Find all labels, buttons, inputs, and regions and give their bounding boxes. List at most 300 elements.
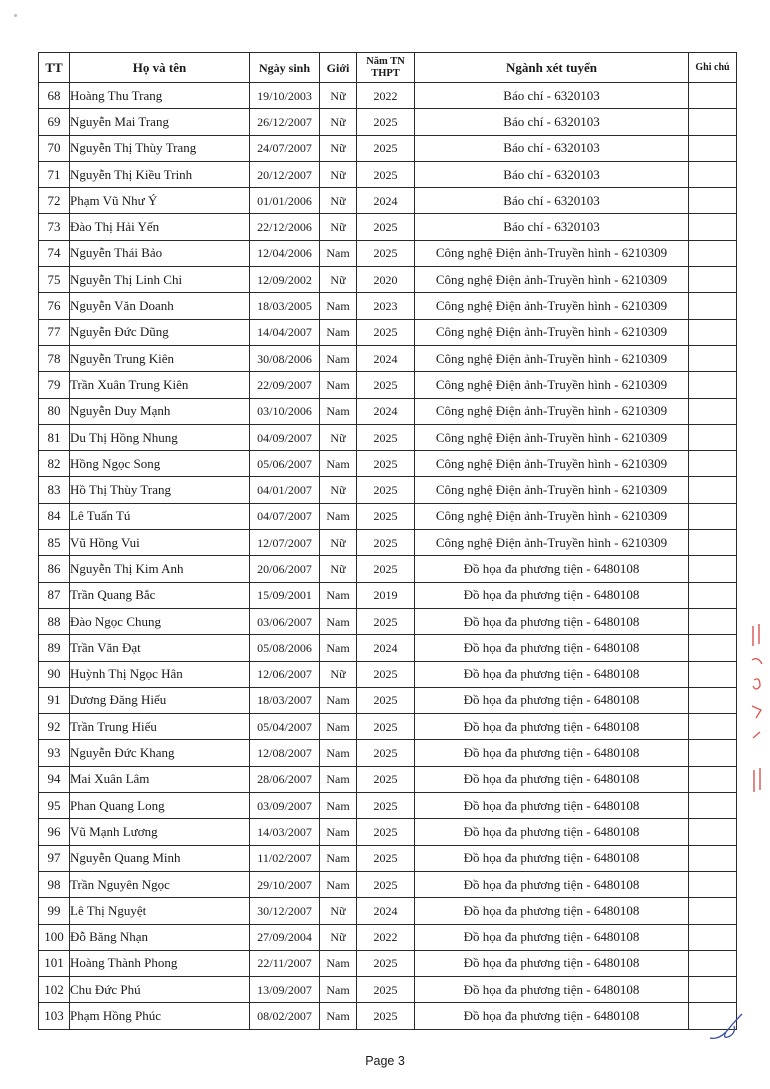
major-cell: Công nghệ Điện ảnh-Truyền hình - 6210309	[415, 372, 689, 398]
student-name-cell: Hoàng Thu Trang	[70, 83, 250, 109]
gender-cell: Nam	[320, 714, 357, 740]
note-cell	[689, 924, 737, 950]
gender-cell: Nữ	[320, 424, 357, 450]
date-of-birth-cell: 20/06/2007	[250, 556, 320, 582]
student-name-cell: Nguyễn Đức Khang	[70, 740, 250, 766]
student-name-cell: Du Thị Hồng Nhung	[70, 424, 250, 450]
graduation-year-cell: 2025	[357, 793, 415, 819]
student-name-cell: Trần Xuân Trung Kiên	[70, 372, 250, 398]
table-row	[39, 398, 737, 424]
row-number-cell: 90	[39, 661, 70, 687]
date-of-birth-cell: 05/06/2007	[250, 451, 320, 477]
row-number-cell: 87	[39, 582, 70, 608]
row-number-cell: 99	[39, 898, 70, 924]
gender-cell: Nữ	[320, 83, 357, 109]
scan-speck	[14, 14, 17, 17]
date-of-birth-cell: 29/10/2007	[250, 871, 320, 897]
table-row	[39, 819, 737, 845]
table-row	[39, 661, 737, 687]
gender-cell: Nữ	[320, 924, 357, 950]
student-name-cell: Lê Thị Nguyệt	[70, 898, 250, 924]
row-number-cell: 84	[39, 503, 70, 529]
note-cell	[689, 240, 737, 266]
major-cell: Báo chí - 6320103	[415, 135, 689, 161]
row-number-cell: 80	[39, 398, 70, 424]
date-of-birth-cell: 12/04/2006	[250, 240, 320, 266]
graduation-year-cell: 2025	[357, 740, 415, 766]
row-number-cell: 94	[39, 766, 70, 792]
graduation-year-cell: 2025	[357, 871, 415, 897]
table-row	[39, 898, 737, 924]
graduation-year-cell: 2025	[357, 687, 415, 713]
gender-cell: Nam	[320, 1003, 357, 1029]
table-row	[39, 319, 737, 345]
graduation-year-cell: 2024	[357, 188, 415, 214]
note-cell	[689, 319, 737, 345]
date-of-birth-cell: 26/12/2007	[250, 109, 320, 135]
major-cell: Công nghệ Điện ảnh-Truyền hình - 6210309	[415, 293, 689, 319]
major-cell: Công nghệ Điện ảnh-Truyền hình - 6210309	[415, 398, 689, 424]
note-cell	[689, 635, 737, 661]
row-number-cell: 89	[39, 635, 70, 661]
gender-cell: Nam	[320, 503, 357, 529]
note-cell	[689, 135, 737, 161]
student-name-cell: Phạm Vũ Như Ý	[70, 188, 250, 214]
date-of-birth-cell: 19/10/2003	[250, 83, 320, 109]
date-of-birth-cell: 18/03/2007	[250, 687, 320, 713]
student-name-cell: Nguyễn Mai Trang	[70, 109, 250, 135]
graduation-year-cell: 2025	[357, 240, 415, 266]
date-of-birth-cell: 03/10/2006	[250, 398, 320, 424]
graduation-year-cell: 2025	[357, 451, 415, 477]
major-cell: Báo chí - 6320103	[415, 188, 689, 214]
gender-cell: Nam	[320, 845, 357, 871]
date-of-birth-cell: 12/09/2002	[250, 267, 320, 293]
row-number-cell: 78	[39, 345, 70, 371]
table-row	[39, 424, 737, 450]
note-cell	[689, 582, 737, 608]
table-row	[39, 188, 737, 214]
date-of-birth-cell: 22/09/2007	[250, 372, 320, 398]
major-cell: Công nghệ Điện ảnh-Truyền hình - 6210309	[415, 345, 689, 371]
student-name-cell: Đào Thị Hải Yến	[70, 214, 250, 240]
major-cell: Công nghệ Điện ảnh-Truyền hình - 6210309	[415, 530, 689, 556]
gender-cell: Nữ	[320, 161, 357, 187]
graduation-year-cell: 2025	[357, 109, 415, 135]
row-number-cell: 79	[39, 372, 70, 398]
table-row	[39, 240, 737, 266]
student-name-cell: Vũ Hồng Vui	[70, 530, 250, 556]
table-row	[39, 267, 737, 293]
gender-cell: Nữ	[320, 556, 357, 582]
row-number-cell: 86	[39, 556, 70, 582]
admission-table	[38, 52, 737, 1030]
graduation-year-cell: 2024	[357, 635, 415, 661]
row-number-cell: 77	[39, 319, 70, 345]
date-of-birth-cell: 30/08/2006	[250, 345, 320, 371]
graduation-year-cell: 2025	[357, 661, 415, 687]
gender-cell: Nam	[320, 582, 357, 608]
gender-cell: Nam	[320, 372, 357, 398]
header-note: Ghi chú	[689, 53, 737, 83]
header-dob: Ngày sinh	[250, 53, 320, 83]
row-number-cell: 92	[39, 714, 70, 740]
note-cell	[689, 687, 737, 713]
row-number-cell: 91	[39, 687, 70, 713]
header-major: Ngành xét tuyển	[415, 53, 689, 83]
note-cell	[689, 503, 737, 529]
note-cell	[689, 188, 737, 214]
gender-cell: Nam	[320, 608, 357, 634]
note-cell	[689, 714, 737, 740]
date-of-birth-cell: 12/06/2007	[250, 661, 320, 687]
major-cell: Đồ họa đa phương tiện - 6480108	[415, 793, 689, 819]
row-number-cell: 71	[39, 161, 70, 187]
graduation-year-cell: 2025	[357, 214, 415, 240]
major-cell: Đồ họa đa phương tiện - 6480108	[415, 714, 689, 740]
student-name-cell: Đỗ Băng Nhạn	[70, 924, 250, 950]
major-cell: Đồ họa đa phương tiện - 6480108	[415, 608, 689, 634]
gender-cell: Nam	[320, 740, 357, 766]
gender-cell: Nữ	[320, 477, 357, 503]
row-number-cell: 69	[39, 109, 70, 135]
row-number-cell: 73	[39, 214, 70, 240]
table-row	[39, 556, 737, 582]
date-of-birth-cell: 14/03/2007	[250, 819, 320, 845]
row-number-cell: 93	[39, 740, 70, 766]
date-of-birth-cell: 12/07/2007	[250, 530, 320, 556]
row-number-cell: 96	[39, 819, 70, 845]
date-of-birth-cell: 30/12/2007	[250, 898, 320, 924]
major-cell: Công nghệ Điện ảnh-Truyền hình - 6210309	[415, 240, 689, 266]
gender-cell: Nam	[320, 240, 357, 266]
gender-cell: Nam	[320, 635, 357, 661]
table-row	[39, 740, 737, 766]
graduation-year-cell: 2025	[357, 319, 415, 345]
row-number-cell: 101	[39, 950, 70, 976]
table-row	[39, 372, 737, 398]
date-of-birth-cell: 03/09/2007	[250, 793, 320, 819]
graduation-year-cell: 2025	[357, 950, 415, 976]
row-number-cell: 70	[39, 135, 70, 161]
date-of-birth-cell: 13/09/2007	[250, 977, 320, 1003]
gender-cell: Nam	[320, 398, 357, 424]
student-name-cell: Nguyễn Thị Kim Anh	[70, 556, 250, 582]
row-number-cell: 83	[39, 477, 70, 503]
graduation-year-cell: 2025	[357, 766, 415, 792]
graduation-year-cell: 2024	[357, 898, 415, 924]
handwritten-margin-mark	[748, 620, 766, 800]
gender-cell: Nam	[320, 977, 357, 1003]
note-cell	[689, 871, 737, 897]
graduation-year-cell: 2025	[357, 977, 415, 1003]
student-name-cell: Nguyễn Thị Thùy Trang	[70, 135, 250, 161]
note-cell	[689, 424, 737, 450]
gender-cell: Nam	[320, 871, 357, 897]
row-number-cell: 95	[39, 793, 70, 819]
gender-cell: Nam	[320, 950, 357, 976]
date-of-birth-cell: 12/08/2007	[250, 740, 320, 766]
table-row	[39, 871, 737, 897]
major-cell: Báo chí - 6320103	[415, 161, 689, 187]
major-cell: Báo chí - 6320103	[415, 83, 689, 109]
major-cell: Công nghệ Điện ảnh-Truyền hình - 6210309	[415, 451, 689, 477]
student-name-cell: Phạm Hồng Phúc	[70, 1003, 250, 1029]
date-of-birth-cell: 05/04/2007	[250, 714, 320, 740]
table-row	[39, 109, 737, 135]
row-number-cell: 102	[39, 977, 70, 1003]
gender-cell: Nữ	[320, 188, 357, 214]
table-row	[39, 451, 737, 477]
date-of-birth-cell: 03/06/2007	[250, 608, 320, 634]
header-gender: Giới	[320, 53, 357, 83]
student-name-cell: Nguyễn Thị Kiều Trinh	[70, 161, 250, 187]
graduation-year-cell: 2025	[357, 135, 415, 161]
table-row	[39, 582, 737, 608]
table-row	[39, 766, 737, 792]
major-cell: Đồ họa đa phương tiện - 6480108	[415, 924, 689, 950]
date-of-birth-cell: 22/12/2006	[250, 214, 320, 240]
graduation-year-cell: 2024	[357, 345, 415, 371]
row-number-cell: 82	[39, 451, 70, 477]
table-row	[39, 83, 737, 109]
table-row	[39, 477, 737, 503]
major-cell: Đồ họa đa phương tiện - 6480108	[415, 661, 689, 687]
table-row	[39, 635, 737, 661]
gender-cell: Nam	[320, 451, 357, 477]
table-row	[39, 977, 737, 1003]
date-of-birth-cell: 24/07/2007	[250, 135, 320, 161]
table-row	[39, 135, 737, 161]
row-number-cell: 103	[39, 1003, 70, 1029]
note-cell	[689, 477, 737, 503]
graduation-year-cell: 2025	[357, 503, 415, 529]
table-row	[39, 161, 737, 187]
gender-cell: Nữ	[320, 530, 357, 556]
note-cell	[689, 740, 737, 766]
row-number-cell: 74	[39, 240, 70, 266]
note-cell	[689, 793, 737, 819]
note-cell	[689, 845, 737, 871]
note-cell	[689, 293, 737, 319]
table-row	[39, 214, 737, 240]
graduation-year-cell: 2025	[357, 161, 415, 187]
major-cell: Công nghệ Điện ảnh-Truyền hình - 6210309	[415, 319, 689, 345]
table-row	[39, 793, 737, 819]
note-cell	[689, 161, 737, 187]
graduation-year-cell: 2025	[357, 608, 415, 634]
note-cell	[689, 267, 737, 293]
major-cell: Đồ họa đa phương tiện - 6480108	[415, 582, 689, 608]
date-of-birth-cell: 22/11/2007	[250, 950, 320, 976]
note-cell	[689, 608, 737, 634]
table-row	[39, 503, 737, 529]
student-name-cell: Trần Trung Hiếu	[70, 714, 250, 740]
table-row	[39, 1003, 737, 1029]
major-cell: Đồ họa đa phương tiện - 6480108	[415, 740, 689, 766]
note-cell	[689, 451, 737, 477]
gender-cell: Nam	[320, 687, 357, 713]
student-name-cell: Dương Đăng Hiếu	[70, 687, 250, 713]
header-name: Họ và tên	[70, 53, 250, 83]
major-cell: Báo chí - 6320103	[415, 214, 689, 240]
header-grad-line2: THPT	[371, 67, 400, 79]
student-name-cell: Vũ Mạnh Lương	[70, 819, 250, 845]
note-cell	[689, 556, 737, 582]
major-cell: Đồ họa đa phương tiện - 6480108	[415, 1003, 689, 1029]
row-number-cell: 68	[39, 83, 70, 109]
graduation-year-cell: 2022	[357, 924, 415, 950]
date-of-birth-cell: 20/12/2007	[250, 161, 320, 187]
note-cell	[689, 214, 737, 240]
row-number-cell: 72	[39, 188, 70, 214]
date-of-birth-cell: 14/04/2007	[250, 319, 320, 345]
gender-cell: Nam	[320, 766, 357, 792]
gender-cell: Nam	[320, 819, 357, 845]
table-row	[39, 714, 737, 740]
table-row	[39, 924, 737, 950]
graduation-year-cell: 2019	[357, 582, 415, 608]
initials-signature	[704, 1010, 748, 1044]
table-row	[39, 950, 737, 976]
graduation-year-cell: 2023	[357, 293, 415, 319]
graduation-year-cell: 2025	[357, 845, 415, 871]
header-grad-year	[357, 53, 415, 83]
major-cell: Đồ họa đa phương tiện - 6480108	[415, 687, 689, 713]
gender-cell: Nam	[320, 319, 357, 345]
note-cell	[689, 109, 737, 135]
row-number-cell: 81	[39, 424, 70, 450]
student-name-cell: Phan Quang Long	[70, 793, 250, 819]
table-row	[39, 845, 737, 871]
row-number-cell: 97	[39, 845, 70, 871]
date-of-birth-cell: 18/03/2005	[250, 293, 320, 319]
student-name-cell: Huỳnh Thị Ngọc Hân	[70, 661, 250, 687]
major-cell: Đồ họa đa phương tiện - 6480108	[415, 819, 689, 845]
major-cell: Đồ họa đa phương tiện - 6480108	[415, 766, 689, 792]
gender-cell: Nam	[320, 345, 357, 371]
date-of-birth-cell: 01/01/2006	[250, 188, 320, 214]
note-cell	[689, 661, 737, 687]
major-cell: Công nghệ Điện ảnh-Truyền hình - 6210309	[415, 424, 689, 450]
row-number-cell: 98	[39, 871, 70, 897]
major-cell: Đồ họa đa phương tiện - 6480108	[415, 950, 689, 976]
graduation-year-cell: 2024	[357, 398, 415, 424]
graduation-year-cell: 2025	[357, 819, 415, 845]
graduation-year-cell: 2022	[357, 83, 415, 109]
table-row	[39, 345, 737, 371]
note-cell	[689, 372, 737, 398]
note-cell	[689, 398, 737, 424]
header-tt: TT	[39, 53, 70, 83]
major-cell: Đồ họa đa phương tiện - 6480108	[415, 871, 689, 897]
row-number-cell: 85	[39, 530, 70, 556]
graduation-year-cell: 2025	[357, 477, 415, 503]
graduation-year-cell: 2025	[357, 556, 415, 582]
table-header-row	[39, 53, 737, 83]
table-row	[39, 687, 737, 713]
graduation-year-cell: 2025	[357, 530, 415, 556]
date-of-birth-cell: 27/09/2004	[250, 924, 320, 950]
graduation-year-cell: 2020	[357, 267, 415, 293]
gender-cell: Nữ	[320, 898, 357, 924]
date-of-birth-cell: 15/09/2001	[250, 582, 320, 608]
date-of-birth-cell: 04/09/2007	[250, 424, 320, 450]
major-cell: Báo chí - 6320103	[415, 109, 689, 135]
gender-cell: Nam	[320, 793, 357, 819]
student-name-cell: Nguyễn Thái Bảo	[70, 240, 250, 266]
student-name-cell: Mai Xuân Lâm	[70, 766, 250, 792]
note-cell	[689, 766, 737, 792]
major-cell: Công nghệ Điện ảnh-Truyền hình - 6210309	[415, 503, 689, 529]
date-of-birth-cell: 11/02/2007	[250, 845, 320, 871]
graduation-year-cell: 2025	[357, 714, 415, 740]
date-of-birth-cell: 05/08/2006	[250, 635, 320, 661]
table-row	[39, 293, 737, 319]
note-cell	[689, 950, 737, 976]
row-number-cell: 76	[39, 293, 70, 319]
student-name-cell: Trần Quang Bắc	[70, 582, 250, 608]
page-number: Page 3	[365, 1054, 405, 1068]
student-name-cell: Trần Nguyên Ngọc	[70, 871, 250, 897]
row-number-cell: 88	[39, 608, 70, 634]
graduation-year-cell: 2025	[357, 424, 415, 450]
major-cell: Công nghệ Điện ảnh-Truyền hình - 6210309	[415, 267, 689, 293]
note-cell	[689, 345, 737, 371]
student-name-cell: Nguyễn Đức Dũng	[70, 319, 250, 345]
row-number-cell: 75	[39, 267, 70, 293]
row-number-cell: 100	[39, 924, 70, 950]
table-body	[39, 83, 737, 1030]
date-of-birth-cell: 28/06/2007	[250, 766, 320, 792]
gender-cell: Nữ	[320, 109, 357, 135]
note-cell	[689, 898, 737, 924]
major-cell: Đồ họa đa phương tiện - 6480108	[415, 977, 689, 1003]
major-cell: Đồ họa đa phương tiện - 6480108	[415, 635, 689, 661]
major-cell: Đồ họa đa phương tiện - 6480108	[415, 845, 689, 871]
table-row	[39, 530, 737, 556]
gender-cell: Nữ	[320, 661, 357, 687]
gender-cell: Nữ	[320, 214, 357, 240]
table-row	[39, 608, 737, 634]
student-name-cell: Hồng Ngọc Song	[70, 451, 250, 477]
graduation-year-cell: 2025	[357, 1003, 415, 1029]
student-name-cell: Hoàng Thành Phong	[70, 950, 250, 976]
note-cell	[689, 83, 737, 109]
note-cell	[689, 530, 737, 556]
student-name-cell: Nguyễn Thị Linh Chi	[70, 267, 250, 293]
student-name-cell: Nguyễn Duy Mạnh	[70, 398, 250, 424]
student-name-cell: Nguyễn Văn Doanh	[70, 293, 250, 319]
date-of-birth-cell: 04/01/2007	[250, 477, 320, 503]
graduation-year-cell: 2025	[357, 372, 415, 398]
header-grad-line1: Năm TN	[366, 55, 405, 67]
note-cell	[689, 819, 737, 845]
student-name-cell: Đào Ngọc Chung	[70, 608, 250, 634]
student-name-cell: Nguyễn Trung Kiên	[70, 345, 250, 371]
student-name-cell: Chu Đức Phú	[70, 977, 250, 1003]
date-of-birth-cell: 08/02/2007	[250, 1003, 320, 1029]
student-name-cell: Nguyễn Quang Minh	[70, 845, 250, 871]
student-name-cell: Trần Văn Đạt	[70, 635, 250, 661]
major-cell: Công nghệ Điện ảnh-Truyền hình - 6210309	[415, 477, 689, 503]
major-cell: Đồ họa đa phương tiện - 6480108	[415, 556, 689, 582]
gender-cell: Nữ	[320, 135, 357, 161]
date-of-birth-cell: 04/07/2007	[250, 503, 320, 529]
gender-cell: Nữ	[320, 267, 357, 293]
student-name-cell: Hồ Thị Thùy Trang	[70, 477, 250, 503]
major-cell: Đồ họa đa phương tiện - 6480108	[415, 898, 689, 924]
